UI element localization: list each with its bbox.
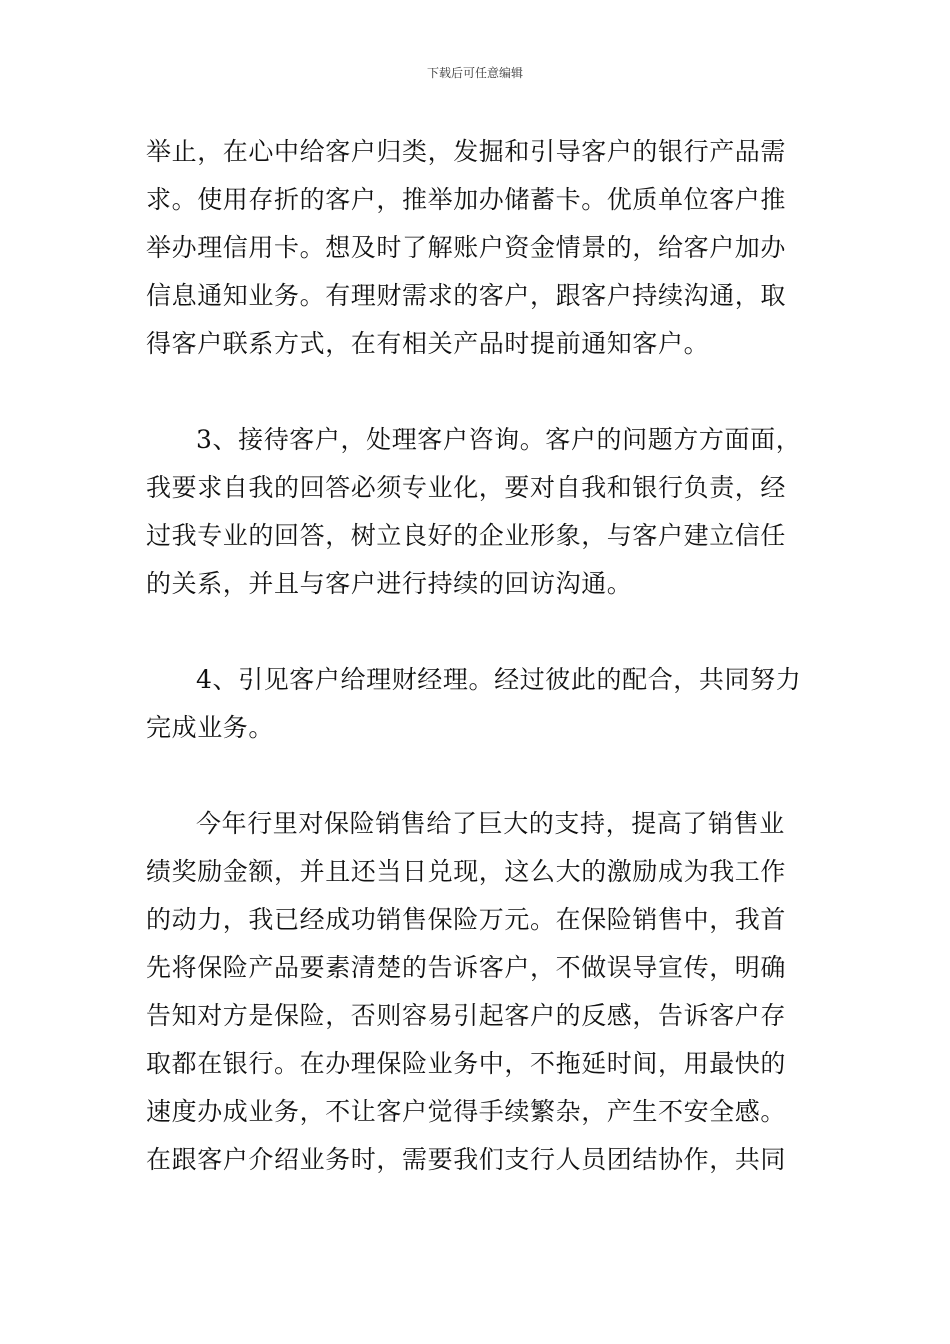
text-line: 取都在银行。在办理保险业务中，不拖延时间，用最快的	[146, 1049, 787, 1078]
text-line: 过我专业的回答，树立良好的企业形象，与客户建立信任	[146, 521, 787, 550]
text-line: 3、接待客户，处理客户咨询。客户的问题方方面面，	[196, 425, 802, 454]
paragraph-continuation	[146, 128, 808, 368]
text-line: 举办理信用卡。想及时了解账户资金情景的，给客户加办	[146, 233, 787, 262]
paragraph-item-3	[146, 416, 808, 608]
text-line: 先将保险产品要素清楚的告诉客户，不做误导宣传，明确	[146, 953, 787, 982]
text-line: 在跟客户介绍业务时，需要我们支行人员团结协作，共同	[146, 1145, 787, 1174]
text-line: 今年行里对保险销售给了巨大的支持，提高了销售业	[196, 809, 785, 838]
text-line: 的动力，我已经成功销售保险万元。在保险销售中，我首	[146, 905, 787, 934]
paragraph-item-4	[146, 656, 808, 752]
page-header: 下载后可任意编辑	[426, 66, 523, 80]
text-line: 告知对方是保险，否则容易引起客户的反感，告诉客户存	[146, 1001, 787, 1030]
text-line: 速度办成业务，不让客户觉得手续繁杂，产生不安全感。	[146, 1097, 787, 1126]
text-line: 得客户联系方式，在有相关产品时提前通知客户。	[146, 329, 710, 358]
text-line: 我要求自我的回答必须专业化，要对自我和银行负责，经	[146, 473, 787, 502]
text-line: 求。使用存折的客户，推举加办储蓄卡。优质单位客户推	[146, 185, 787, 214]
text-line: 4、引见客户给理财经理。经过彼此的配合，共同努力	[196, 665, 802, 694]
document-body	[146, 128, 808, 1184]
text-line: 完成业务。	[146, 713, 275, 742]
text-line: 信息通知业务。有理财需求的客户，跟客户持续沟通，取	[146, 281, 787, 310]
text-line: 的关系，并且与客户进行持续的回访沟通。	[146, 569, 633, 598]
text-line: 绩奖励金额，并且还当日兑现，这么大的激励成为我工作	[146, 857, 787, 886]
text-line: 举止，在心中给客户归类，发掘和引导客户的银行产品需	[146, 137, 787, 166]
paragraph-insurance-sales	[146, 800, 808, 1184]
